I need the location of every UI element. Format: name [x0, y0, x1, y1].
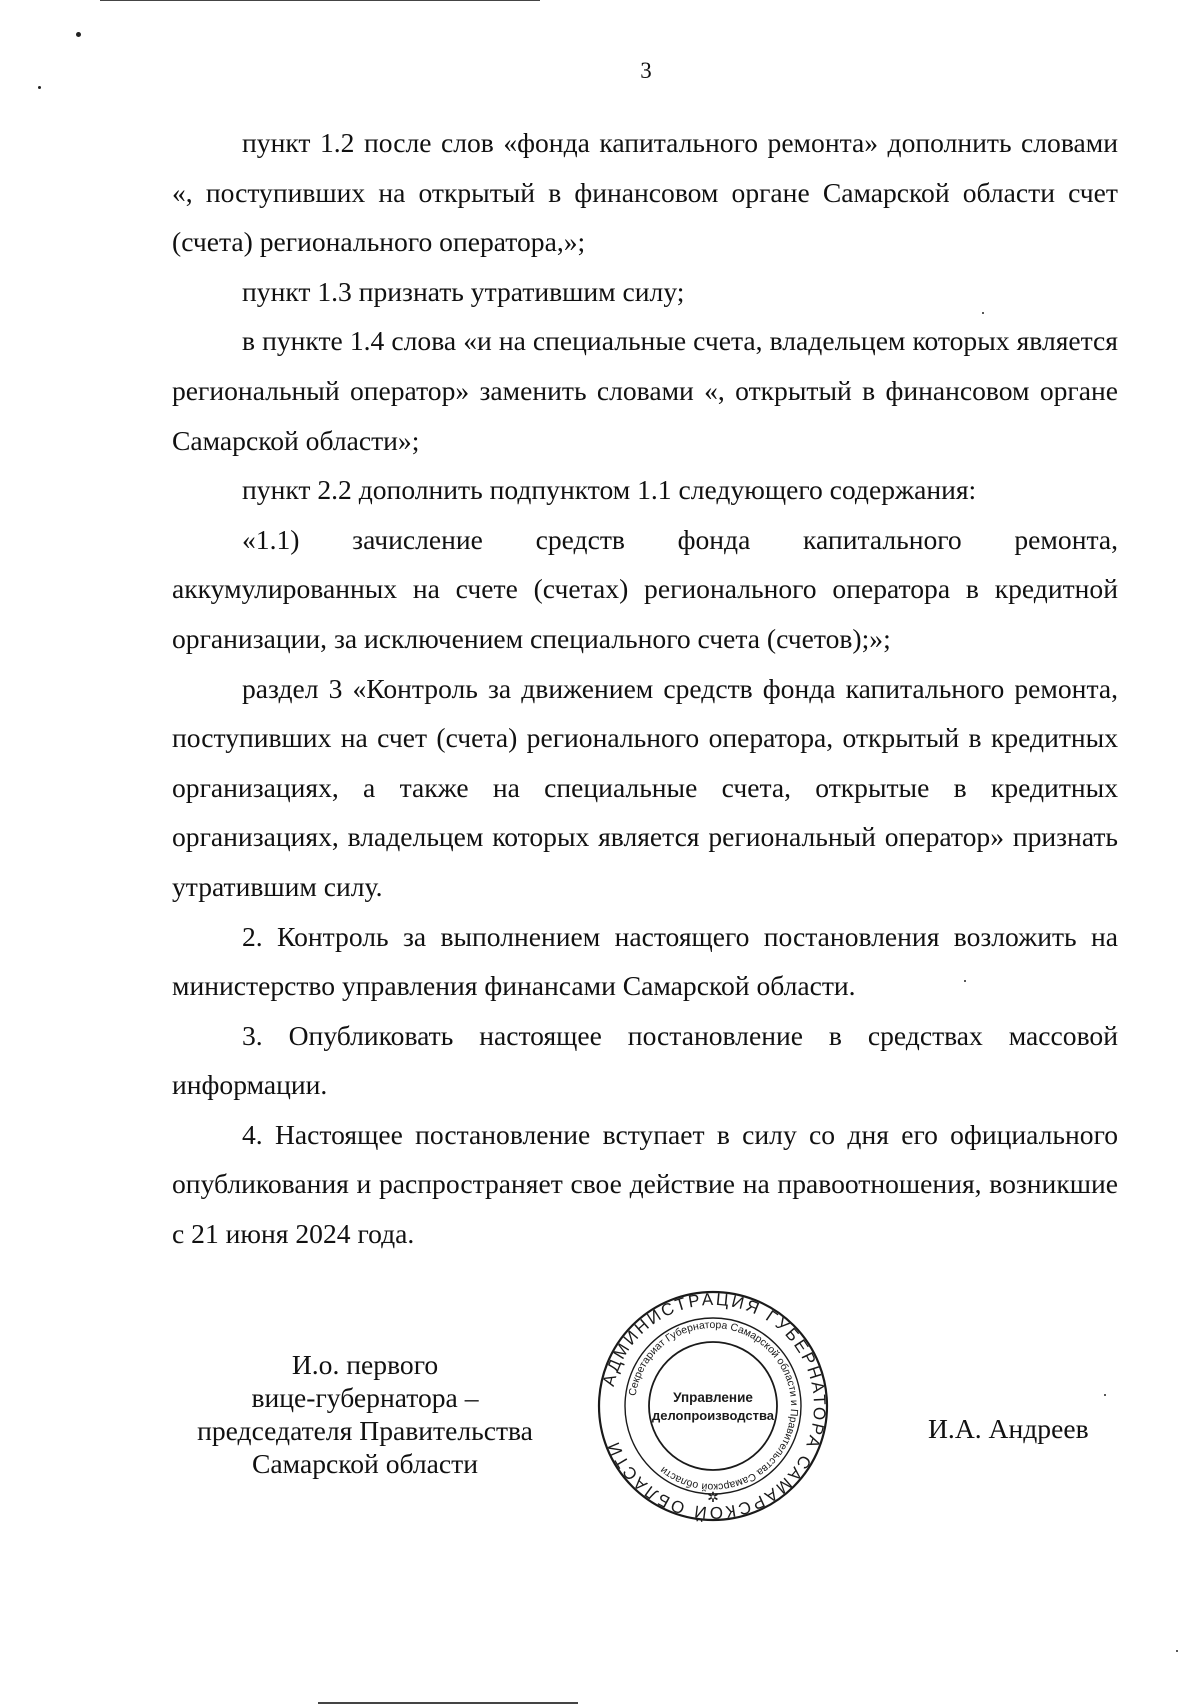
scan-speck — [1176, 1650, 1178, 1652]
scan-speck — [964, 980, 966, 982]
signatory-title — [180, 1348, 550, 1480]
paragraph-clause-2: 2. Контроль за выполнением настоящего постановления возложить на министерство управления финансами Самарской области. — [172, 920, 1118, 1002]
seal-inner-text: Секретариат Губернатора Самарской области и Правительства Самарской области — [626, 1318, 801, 1494]
signatory-title-line: вице-губернатора – — [251, 1382, 479, 1413]
signatory-title-line: Самарской области — [252, 1448, 478, 1479]
scan-edge-line — [100, 0, 540, 1]
paragraph-section-3: раздел 3 «Контроль за движением средств фонда капитального ремонта, поступивших на счет (счета) регионального оператора, открытый в кредитных организациях, а также на специальные счета, открытые в кредитных организациях, владельцем которых является региональный оператор» признать утратившим силу. — [172, 672, 1118, 902]
paragraph-clause-4: 4. Настоящее постановление вступает в силу со дня его официального опубликования и распространяет свое действие на правоотношения, возникшие с 21 июня 2024 года. — [172, 1118, 1118, 1250]
signatory-title-line: председателя Правительства — [197, 1415, 533, 1446]
signatory-title-line: И.о. первого — [291, 1349, 439, 1380]
paragraph-item-1-2: пункт 1.2 после слов «фонда капитального ремонта» дополнить словами «, поступивших на открытый в финансовом органе Самарской области счет (счета) регионального оператора,»; — [172, 127, 1118, 258]
seal-center-line-2: делопроизводства — [651, 1408, 775, 1423]
page-number: 3 — [640, 58, 652, 83]
scan-speck — [38, 86, 41, 89]
scan-speck — [1104, 1394, 1106, 1396]
scan-speck — [982, 312, 984, 314]
seal-outer-text: АДМИНИСТРАЦИЯ ГУБЕРНАТОРА САМАРСКОЙ ОБЛАСТИ — [599, 1290, 829, 1522]
paragraph-clause-3: 3. Опубликовать настоящее постановление в средствах массовой информации. — [172, 1019, 1118, 1101]
paragraph-item-2-2: пункт 2.2 дополнить подпунктом 1.1 следующего содержания: — [242, 474, 977, 506]
official-seal-stamp — [597, 1290, 829, 1522]
scan-edge-line — [318, 1702, 578, 1704]
paragraph-item-1-3: пункт 1.3 признать утратившим силу; — [242, 275, 685, 307]
seal-center-line-1: Управление — [673, 1390, 753, 1405]
paragraph-item-1-4: в пункте 1.4 слова «и на специальные счета, владельцем которых является региональный оператор» заменить словами «, открытый в финансовом органе Самарской области»; — [172, 325, 1118, 456]
seal-star-icon: ✲ — [707, 1490, 719, 1506]
seal-middle-ring — [625, 1318, 801, 1494]
seal-inner-ring — [649, 1342, 777, 1470]
paragraph-subitem-1-1: «1.1) зачисление средств фонда капитального ремонта, аккумулированных на счете (счетах) регионального оператора в кредитной организации, за исключением специального счета (счетов);»; — [172, 523, 1118, 654]
scan-speck — [76, 32, 81, 37]
signatory-name: И.А. Андреев — [928, 1413, 1089, 1444]
document-body — [172, 118, 1118, 1259]
